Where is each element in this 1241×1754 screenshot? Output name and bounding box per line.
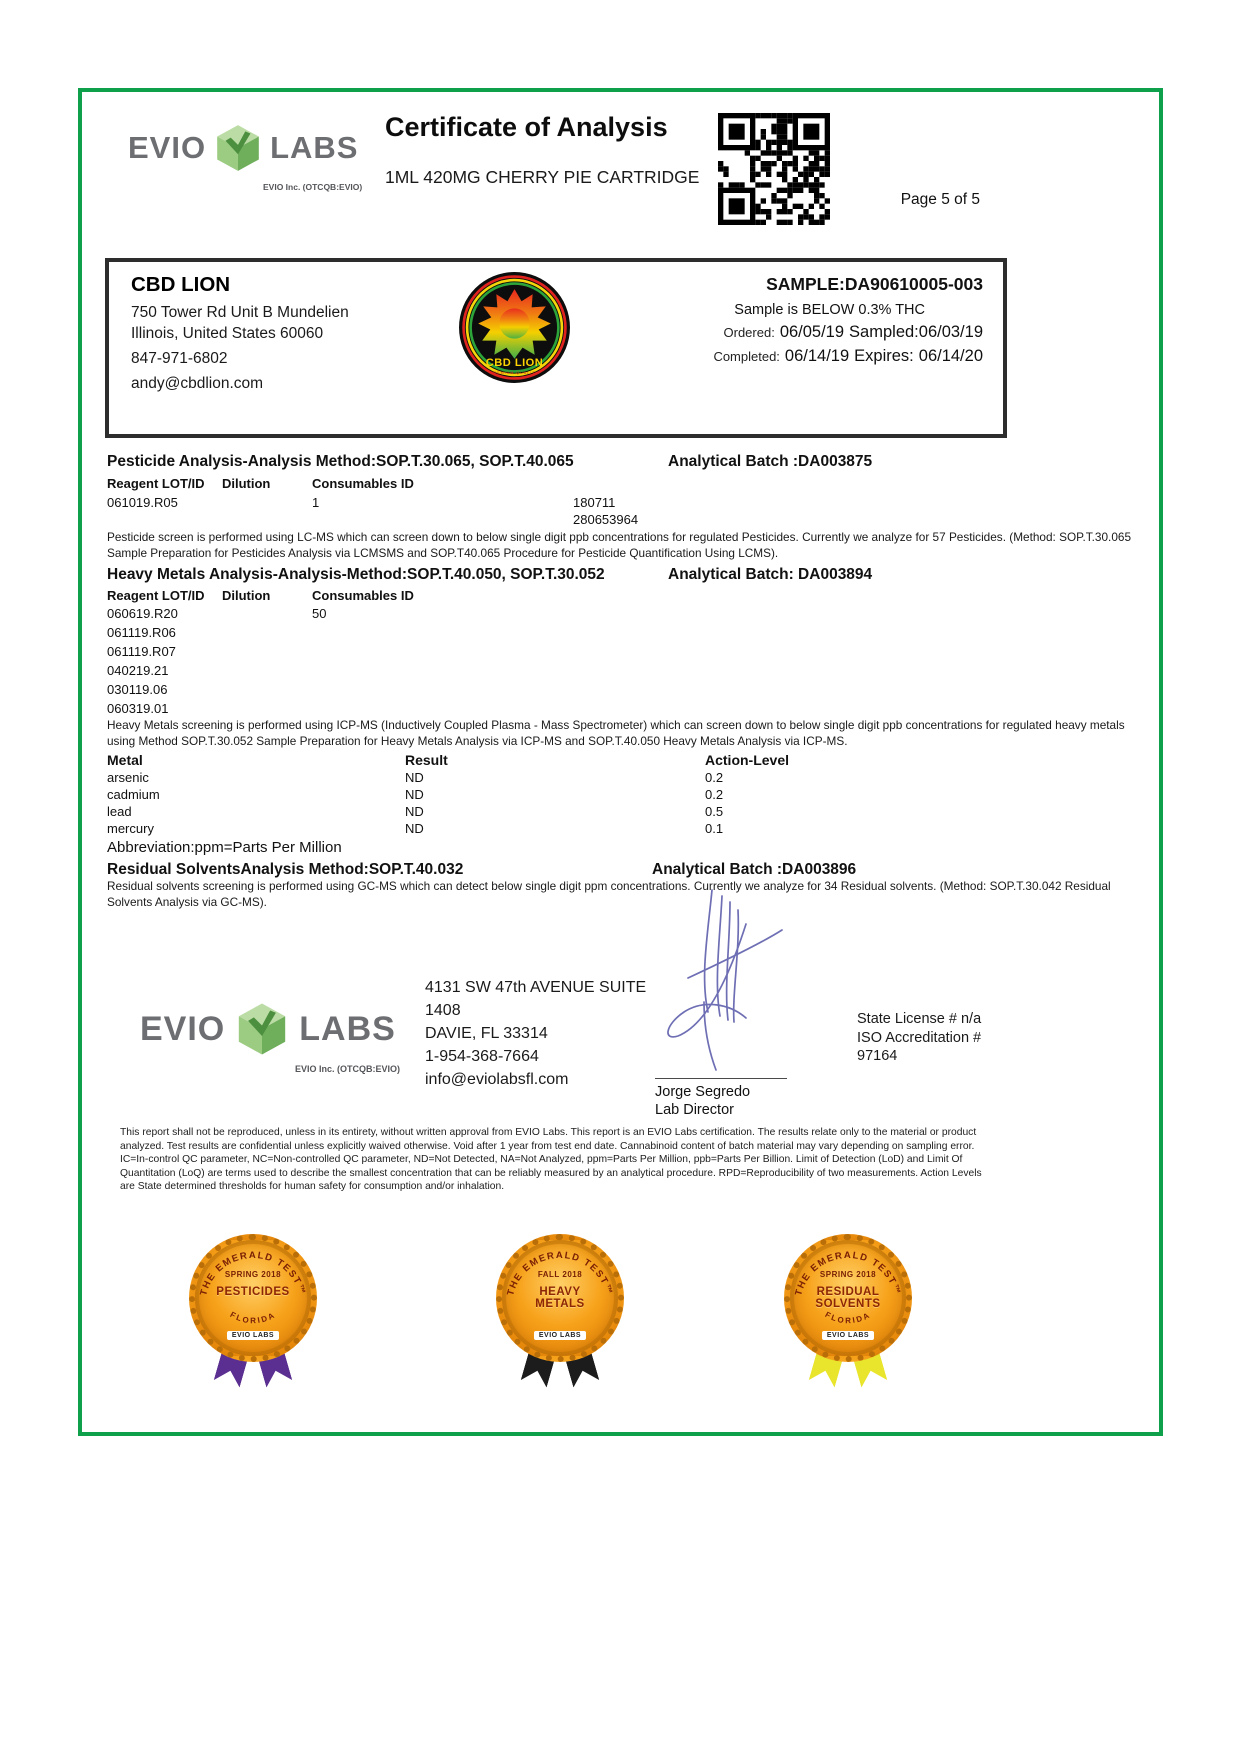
lab-phone: 1-954-368-7664 — [425, 1048, 539, 1065]
client-name: CBD LION — [131, 273, 231, 296]
client-sample-box — [105, 258, 1007, 438]
heavy-metals-col-headers: Reagent LOT/ID Dilution Consumables ID — [107, 588, 414, 603]
product-name: 1ML 420MG CHERRY PIE CARTRIDGE — [385, 167, 700, 187]
iso-number: 97164 — [857, 1048, 898, 1064]
signer-name: Jorge Segredo — [655, 1084, 751, 1100]
evio-cube-icon — [212, 122, 264, 174]
lab-address-line: 4131 SW 47th AVENUE SUITE — [425, 979, 647, 996]
table-row: 060619.R20 50 — [107, 606, 327, 621]
svg-text:THE EMERALD TEST™: THE EMERALD TEST™ — [793, 1249, 903, 1298]
svg-text:FLORIDA: FLORIDA — [228, 1310, 278, 1326]
table-row: mercury ND 0.1 — [107, 821, 724, 836]
badge-org: EVIO LABS — [178, 1324, 328, 1342]
medal-arc-text — [189, 1234, 317, 1362]
evio-labs-logo — [128, 122, 358, 174]
residual-solvents-description: Residual solvents screening is performed using GC-MS which can detect below single digit ppm concentrations. Currently we analyze for 34 Residual solvents. (Method: SOP.T.30.042 Residual Solvents Analysis via GC-MS). — [107, 879, 1111, 909]
thc-note: Sample is BELOW 0.3% THC — [734, 302, 925, 318]
table-row: arsenic ND 0.2 — [107, 770, 724, 785]
logo-labs-text: LABS — [270, 130, 359, 165]
signature-line — [655, 1078, 787, 1079]
emerald-test-residual-solvents-badge — [773, 1232, 923, 1400]
cbd-lion-logo — [457, 270, 572, 385]
heavy-metals-description: Heavy Metals screening is performed using ICP-MS (Inductively Coupled Plasma - Mass Spectrometer) which can screen down to below single digit ppb concentrations for regulated heavy metals using Method SOP.T.30.052 Sample Preparation for Heavy Metals Analysis via ICP-MS and SOP.T.40.050 Heavy Metals Analysis via ICP-MS. — [107, 718, 1125, 748]
sample-id-line: SAMPLE:DA90610005-003 — [766, 274, 983, 294]
table-row: 060319.01 — [107, 701, 169, 716]
emerald-test-heavy-metals-badge — [485, 1232, 635, 1400]
pesticide-batch: Analytical Batch :DA003875 — [668, 453, 873, 470]
evio-cube-icon — [233, 1000, 291, 1058]
license-block — [857, 1010, 981, 1066]
badge-label: PESTICIDES — [216, 1286, 290, 1298]
signature — [642, 882, 802, 1082]
table-row: lead ND 0.5 — [107, 804, 724, 819]
footer-logo-tagline: EVIO Inc. (OTCQB:EVIO) — [295, 1064, 401, 1074]
badge-label: RESIDUAL SOLVENTS — [815, 1286, 881, 1310]
svg-text:FLORIDA: FLORIDA — [823, 1310, 873, 1326]
table-row: 040219.21 — [107, 663, 169, 678]
table-row: cadmium ND 0.2 — [107, 787, 724, 802]
client-phone: 847-971-6802 — [131, 350, 228, 367]
client-address-line1: 750 Tower Rd Unit B Mundelien — [131, 304, 349, 321]
state-license: State License # n/a — [857, 1011, 982, 1027]
client-info — [131, 274, 349, 394]
table-row: 030119.06 — [107, 682, 168, 697]
svg-text:THE EMERALD TEST™: THE EMERALD TEST™ — [198, 1249, 308, 1298]
badge-season: FALL 2018 — [537, 1270, 583, 1279]
residual-solvents-heading: Residual SolventsAnalysis Method:SOP.T.40.032 Analytical Batch :DA003896 — [107, 861, 857, 878]
logo-labs-text: LABS — [299, 1009, 396, 1048]
lab-email: info@eviolabsfl.com — [425, 1071, 569, 1088]
logo-evio-text: EVIO — [140, 1009, 226, 1048]
svg-text:THE EMERALD TEST™: THE EMERALD TEST™ — [505, 1249, 615, 1298]
completed-expires-line: Completed: 06/14/19 Expires: 06/14/20 — [713, 347, 983, 365]
table-row: 061119.R07 — [107, 644, 176, 659]
table-row: 061019.R05 1 180711 — [107, 495, 616, 510]
badge-season: SPRING 2018 — [224, 1270, 282, 1279]
ordered-sampled-line: Ordered: 06/05/19 Sampled:06/03/19 — [723, 323, 983, 341]
page-number: Page 5 of 5 — [900, 191, 980, 208]
residual-solvents-batch: Analytical Batch :DA003896 — [652, 861, 857, 878]
logo-evio-text: EVIO — [128, 130, 207, 165]
badge-season: SPRING 2018 — [819, 1270, 877, 1279]
heavy-metals-heading: Heavy Metals Analysis-Analysis-Method:SOP.T.40.050, SOP.T.30.052 Analytical Batch: DA003894 — [107, 566, 873, 583]
lab-address-line: DAVIE, FL 33314 — [425, 1025, 548, 1042]
lion-logo-text: CBD LION — [485, 356, 544, 369]
client-email: andy@cbdlion.com — [131, 375, 264, 392]
table-row: 280653964 — [573, 512, 639, 527]
document-title: Certificate of Analysis — [385, 112, 668, 142]
qr-code — [718, 113, 830, 225]
badge-org: EVIO LABS — [773, 1324, 923, 1342]
lab-address-line: 1408 — [425, 1002, 461, 1019]
lion-logo-subtext: PREMIUM QUALITY — [490, 370, 539, 375]
abbreviation-note: Abbreviation:ppm=Parts Per Million — [107, 839, 342, 856]
pesticide-description: Pesticide screen is performed using LC-MS which can screen down to below single digit ppb concentrations for regulated Pesticides. Currently we analyze for 57 Pesticides. (Method: SOP.T.30.065 Sample Preparation for Pesticides Analysis via LCMSMS and SOP.T40.065 Procedure for Pesticide Quantification Using LCMS). — [107, 530, 1132, 560]
evio-labs-footer-logo — [140, 1000, 396, 1058]
heavy-metals-batch: Analytical Batch: DA003894 — [668, 566, 873, 583]
legal-disclaimer: This report shall not be reproduced, unless in its entirety, without written approval from EVIO Labs. This report is an EVIO Labs certification. The results relate only to the material or product analyzed. Test results are confidential unless explicitly waived otherwise. Void after 1 year from test end date. Cannabinoid content of batch material may vary depending on sampling error. IC=In-control QC parameter, NC=Non-controlled QC parameter, ND=Not Detected, NA=Not Analyzed, ppm=Parts Per Million, ppb=Parts Per Billion. Limit of Detection (LoD) and Limit Of Quantitation (LoQ) are terms used to describe the smallest concentration that can be reliably measured by an analytical procedure. RPD=Reproducibility of two measurements. Action Levels are State determined thresholds for human safety for consumption and/or inhalation. — [120, 1127, 982, 1193]
lab-address-block — [425, 976, 646, 1091]
logo-tagline: EVIO Inc. (OTCQB:EVIO) — [263, 182, 363, 192]
badge-org: EVIO LABS — [485, 1324, 635, 1342]
pesticide-heading: Pesticide Analysis-Analysis Method:SOP.T.30.065, SOP.T.40.065 Analytical Batch :DA003875 — [107, 453, 873, 470]
iso-accreditation: ISO Accreditation # — [857, 1029, 982, 1046]
client-address-line2: Illinois, United States 60060 — [131, 325, 324, 342]
table-row: 061119.R06 — [107, 625, 176, 640]
metal-results-headers: Metal Result Action-Level — [107, 752, 790, 768]
signer-title: Lab Director — [655, 1102, 734, 1118]
sample-info — [603, 274, 983, 366]
pesticide-col-headers: Reagent LOT/ID Dilution Consumables ID — [107, 476, 414, 491]
emerald-test-pesticides-badge — [178, 1232, 328, 1400]
badge-label: HEAVY METALS — [535, 1286, 585, 1310]
